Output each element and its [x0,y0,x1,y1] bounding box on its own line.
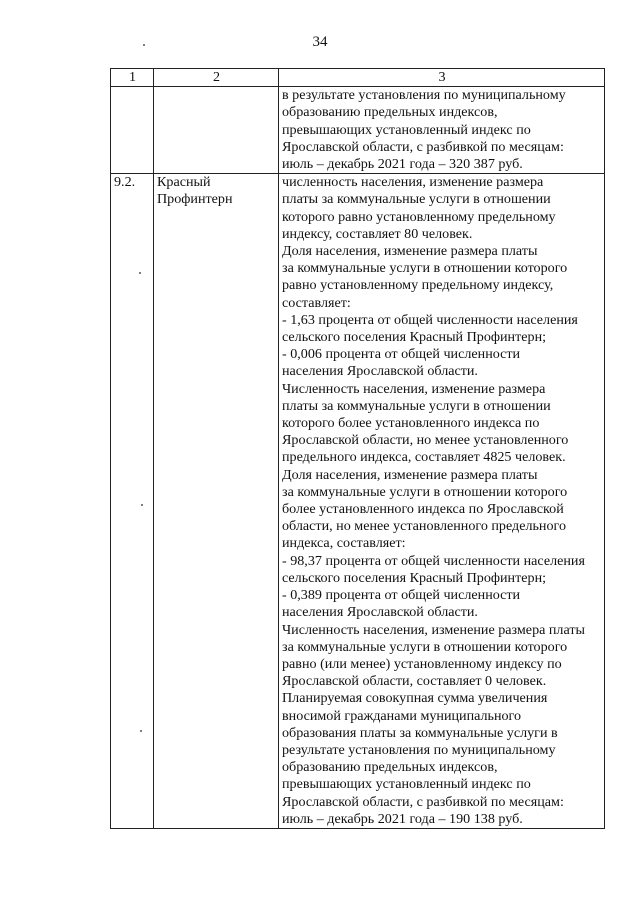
text-line: сельского поселения Красный Профинтерн; [282,329,547,346]
scan-speck [143,44,145,46]
text-line: Доля населения, изменение размера платы [282,466,538,483]
text-line: более установленного индекса по Ярославской [282,501,564,518]
text-line: равно (или менее) установленному индексу по [282,655,562,672]
text-line: составляет: [282,294,351,311]
row-number-cell: 9.2. [111,174,154,829]
text-line: Красный [157,174,211,191]
table-header-row [111,69,605,87]
municipality-cell [154,87,279,174]
text-line: населения Ярославской области. [282,363,478,380]
text-line: которого равно установленному предельному [282,208,556,225]
text-line: за коммунальные услуги в отношении которого [282,260,568,277]
text-line: Планируемая совокупная сумма увеличения [282,690,548,707]
text-line: Ярославской области, с разбивкой по месяцам: [282,793,564,810]
text-line: Доля населения, изменение размера платы [282,243,538,260]
text-line: вносимой гражданами муниципального [282,707,522,724]
text-line: равно установленному предельному индексу, [282,277,554,294]
text-line: которого более установленного индекса по [282,415,540,432]
text-line: предельного индекса, составляет 4825 человек. [282,449,566,466]
table-row-continuation [111,87,605,174]
description-cell [279,174,605,829]
text-line: июль – декабрь 2021 года – 190 138 руб. [282,810,523,827]
text-line: индексу, составляет 80 человек. [282,225,473,242]
text-line: - 0,389 процента от общей численности [282,587,521,604]
text-line: Ярославской области, составляет 0 человек. [282,673,547,690]
text-line: платы за коммунальные услуги в отношении [282,191,551,208]
text-line: превышающих установленный индекс по [282,121,531,138]
text-line: платы за коммунальные услуги в отношении [282,397,551,414]
text-line: за коммунальные услуги в отношении которого [282,483,568,500]
text-line: результате установления по муниципальному [282,741,556,758]
text-line: - 98,37 процента от общей численности населения [282,552,585,569]
municipality-cell [154,174,279,829]
text-line: превышающих установленный индекс по [282,776,531,793]
text-line: области, но менее установленного предельного [282,518,567,535]
text-line: Ярославской области, с разбивкой по месяцам: [282,138,564,155]
text-line: в результате установления по муниципальному [282,87,566,104]
text-line: населения Ярославской области. [282,604,478,621]
table-row [111,174,605,829]
text-line: Ярославской области, но менее установленного [282,432,569,449]
text-line: образования платы за коммунальные услуги в [282,724,558,741]
text-line: за коммунальные услуги в отношении которого [282,638,568,655]
text-line: Численность населения, изменение размера платы [282,621,585,638]
text-line: июль – декабрь 2021 года – 320 387 руб. [282,156,523,173]
text-line: индекса, составляет: [282,535,406,552]
text-line: сельского поселения Красный Профинтерн; [282,569,547,586]
text-line: образованию предельных индексов, [282,104,498,121]
text-line: - 0,006 процента от общей численности [282,346,521,363]
text-line: - 1,63 процента от общей численности населения [282,311,578,328]
row-number-cell [111,87,154,174]
text-line: Численность населения, изменение размера [282,380,546,397]
text-line: Профинтерн [157,191,233,208]
description-cell [279,87,605,174]
data-table [110,68,605,829]
text-line: образованию предельных индексов, [282,759,498,776]
header-cell: 3 [279,69,605,87]
header-cell: 2 [154,69,279,87]
header-cell: 1 [111,69,154,87]
text-line: численность населения, изменение размера [282,174,544,191]
page-number: 34 [312,34,328,50]
